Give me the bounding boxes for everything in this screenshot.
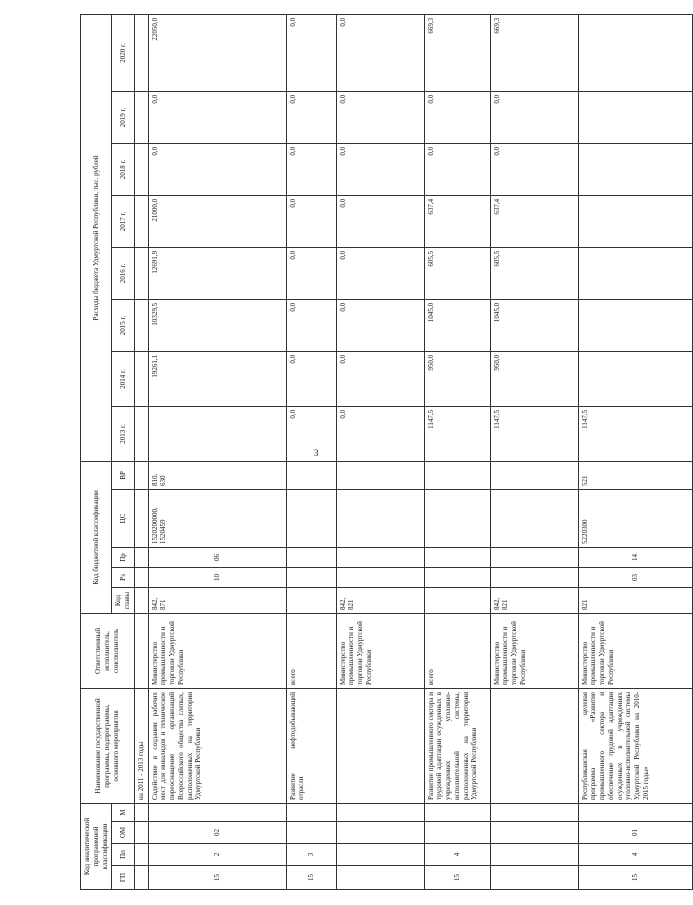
- table-row: [148, 14, 286, 889]
- header-executor: Ответственный исполнитель, соисполнитель: [81, 613, 135, 688]
- cell-value: 0,0: [286, 351, 336, 406]
- cell-value: 0,0: [336, 14, 424, 91]
- table-row: [578, 14, 692, 889]
- cell-value: [578, 14, 692, 91]
- header-year: 2016 г.: [112, 247, 135, 299]
- cell-value: 0,0: [286, 247, 336, 299]
- cell-name: Содействие в создании рабочих мест для инвалидов и техническое переоснащение организаций Всероссийского общества слепых, расположенных на территории Удмуртской Республики: [148, 688, 286, 803]
- cell-value: 605,5: [424, 247, 490, 299]
- cell-name: Республиканская целевая программа «Развитие промышленного сектора и обеспечение трудовой адаптации осужденных в учреждениях уголовно-исполнительной системы Удмуртской Республики на 2010-2015 годы»: [578, 688, 692, 803]
- budget-table: [80, 14, 693, 890]
- cell-vr: [286, 461, 336, 489]
- cell-cs: [336, 489, 424, 547]
- cell-kod-glavy: 842, 821: [336, 587, 424, 613]
- cell-value: 0,0: [336, 406, 424, 461]
- cell-value: [578, 91, 692, 143]
- header-year: 2013 г.: [112, 406, 135, 461]
- cell-m: [336, 803, 424, 821]
- header-rz: Рз: [112, 567, 135, 587]
- cell-value: 1147,5: [424, 406, 490, 461]
- cell-kod-glavy: 821: [578, 587, 692, 613]
- cell-gp: [336, 866, 424, 890]
- cell-pr: [424, 547, 490, 567]
- cell-gp: [490, 866, 578, 890]
- cell-value: 0,0: [336, 351, 424, 406]
- header-budget-code: Код бюджетной классификации: [81, 461, 112, 613]
- cell-value: [578, 247, 692, 299]
- header-year: 2018 г.: [112, 143, 135, 195]
- cell-om: [490, 822, 578, 844]
- cell-executor: Министерство промышленности и торговли Удмуртской Республики: [490, 613, 578, 688]
- table-body: [148, 14, 692, 889]
- cell-value: 669,3: [490, 14, 578, 91]
- cell-executor: всего: [424, 613, 490, 688]
- cell-gp: 15: [578, 866, 692, 890]
- header-cs: ЦС: [112, 489, 135, 547]
- cell-value: 1045,0: [490, 299, 578, 351]
- cell-value: 0,0: [148, 91, 286, 143]
- cell-value: 1147,5: [578, 406, 692, 461]
- cell-pp: [490, 844, 578, 866]
- cell-rz: [286, 567, 336, 587]
- cell-om: [286, 822, 336, 844]
- cell-m: [578, 803, 692, 821]
- header-year: 2020 г.: [112, 14, 135, 91]
- cell-value: [578, 195, 692, 247]
- cell-m: [424, 803, 490, 821]
- cell-executor: всего: [286, 613, 336, 688]
- cell-cs: [286, 489, 336, 547]
- cell-value: 1045,0: [424, 299, 490, 351]
- cell-value: 0,0: [424, 143, 490, 195]
- cell-cs: [424, 489, 490, 547]
- table-row: [424, 14, 490, 889]
- cell-rz: 10: [148, 567, 286, 587]
- table-row: [336, 14, 424, 889]
- header-year: 2017 г.: [112, 195, 135, 247]
- cell-name: [336, 688, 424, 803]
- cell-kod-glavy: 842, 871: [148, 587, 286, 613]
- cell-value: 0,0: [490, 91, 578, 143]
- cell-executor: Министерство промышленности и торговли Удмуртской Республики: [336, 613, 424, 688]
- cell-cs: 5220300: [578, 489, 692, 547]
- cell-value: 0,0: [286, 406, 336, 461]
- cell-pr: [490, 547, 578, 567]
- cell-pr: [336, 547, 424, 567]
- page-number: 3: [314, 448, 319, 458]
- cell-value: 21000,0: [148, 195, 286, 247]
- cell-gp: 15: [424, 866, 490, 890]
- cell-om: 02: [148, 822, 286, 844]
- cell-pp: [336, 844, 424, 866]
- cell-executor: Министерство промышленности и торговли Удмуртской Республики: [578, 613, 692, 688]
- header-vr: ВР: [112, 461, 135, 489]
- cell-value: 950,0: [424, 351, 490, 406]
- cell-rz: [490, 567, 578, 587]
- cell-value: 10329,5: [148, 299, 286, 351]
- header-pr: Пр: [112, 547, 135, 567]
- cell-m: [286, 803, 336, 821]
- cell-name: Развитие нефтедобывающей отрасли: [286, 688, 336, 803]
- cell-om: [424, 822, 490, 844]
- cell-vr: [336, 461, 424, 489]
- header-pp: Пп: [112, 844, 135, 866]
- cell-gp: 15: [148, 866, 286, 890]
- cell-rz: 03: [578, 567, 692, 587]
- cell-value: [148, 406, 286, 461]
- cell-pr: 06: [148, 547, 286, 567]
- cell-value: 0,0: [286, 299, 336, 351]
- cell-value: 637,4: [424, 195, 490, 247]
- cell-kod-glavy: [424, 587, 490, 613]
- cell-value: 1147,5: [490, 406, 578, 461]
- header-om: ОМ: [112, 822, 135, 844]
- cell-vr: [490, 461, 578, 489]
- cell-value: 0,0: [336, 195, 424, 247]
- cell-name: Развитие промышленного сектора и трудовой адаптации осужденных в учреждениях уголовно-исполнительной системы, расположенных на территории Удмуртской Республики: [424, 688, 490, 803]
- cell-value: [578, 351, 692, 406]
- cell-value: [578, 143, 692, 195]
- header-code-group: Код аналитической программной классификации: [81, 803, 112, 889]
- cell-value: 22050,0: [148, 14, 286, 91]
- header-gp: ГП: [112, 866, 135, 890]
- cell-value: 637,4: [490, 195, 578, 247]
- cell-value: 19261,1: [148, 351, 286, 406]
- section-row: [134, 14, 148, 889]
- cell-value: [578, 299, 692, 351]
- cell-value: 0,0: [336, 247, 424, 299]
- cell-name: [490, 688, 578, 803]
- cell-pp: 4: [578, 844, 692, 866]
- cell-rz: [424, 567, 490, 587]
- header-m: М: [112, 803, 135, 821]
- cell-om: 01: [578, 822, 692, 844]
- cell-m: [148, 803, 286, 821]
- cell-value: 0,0: [336, 91, 424, 143]
- header-year: 2019 г.: [112, 91, 135, 143]
- cell-value: 0,0: [286, 91, 336, 143]
- rotated-table-wrapper: [80, 15, 650, 890]
- cell-kod-glavy: 842, 821: [490, 587, 578, 613]
- cell-value: 605,5: [490, 247, 578, 299]
- cell-value: 950,0: [490, 351, 578, 406]
- header-year: 2015 г.: [112, 299, 135, 351]
- cell-m: [490, 803, 578, 821]
- cell-value: 0,0: [490, 143, 578, 195]
- cell-cs: [490, 489, 578, 547]
- table-row: [286, 14, 336, 889]
- cell-pr: [286, 547, 336, 567]
- cell-vr: 810, 630: [148, 461, 286, 489]
- cell-cs: 1520200000, 1520459: [148, 489, 286, 547]
- header-name: Наименование государственной программы, подпрограммы, основного мероприятия: [81, 688, 135, 803]
- cell-gp: 15: [286, 866, 336, 890]
- cell-value: 0,0: [336, 143, 424, 195]
- header-year: 2014 г.: [112, 351, 135, 406]
- cell-value: 0,0: [286, 195, 336, 247]
- header-expenses: Расходы бюджета Удмуртской Республики, тыс. рублей: [81, 14, 112, 461]
- table-row: [490, 14, 578, 889]
- cell-rz: [336, 567, 424, 587]
- header-kod-glavy: Код главы: [112, 587, 135, 613]
- cell-value: 12691,9: [148, 247, 286, 299]
- cell-value: 669,3: [424, 14, 490, 91]
- cell-pp: 2: [148, 844, 286, 866]
- cell-pp: 4: [424, 844, 490, 866]
- cell-value: 0,0: [286, 14, 336, 91]
- cell-pr: 14: [578, 547, 692, 567]
- section-title: на 2011 - 2013 годы: [134, 688, 148, 803]
- cell-value: 0,0: [286, 143, 336, 195]
- cell-pp: 3: [286, 844, 336, 866]
- cell-value: 0,0: [336, 299, 424, 351]
- cell-kod-glavy: [286, 587, 336, 613]
- cell-value: 0,0: [148, 143, 286, 195]
- cell-value: 0,0: [424, 91, 490, 143]
- cell-vr: [424, 461, 490, 489]
- header-row-1: [81, 14, 112, 889]
- cell-executor: Министерство промышленности и торговли Удмуртской Республики: [148, 613, 286, 688]
- cell-vr: 521: [578, 461, 692, 489]
- cell-om: [336, 822, 424, 844]
